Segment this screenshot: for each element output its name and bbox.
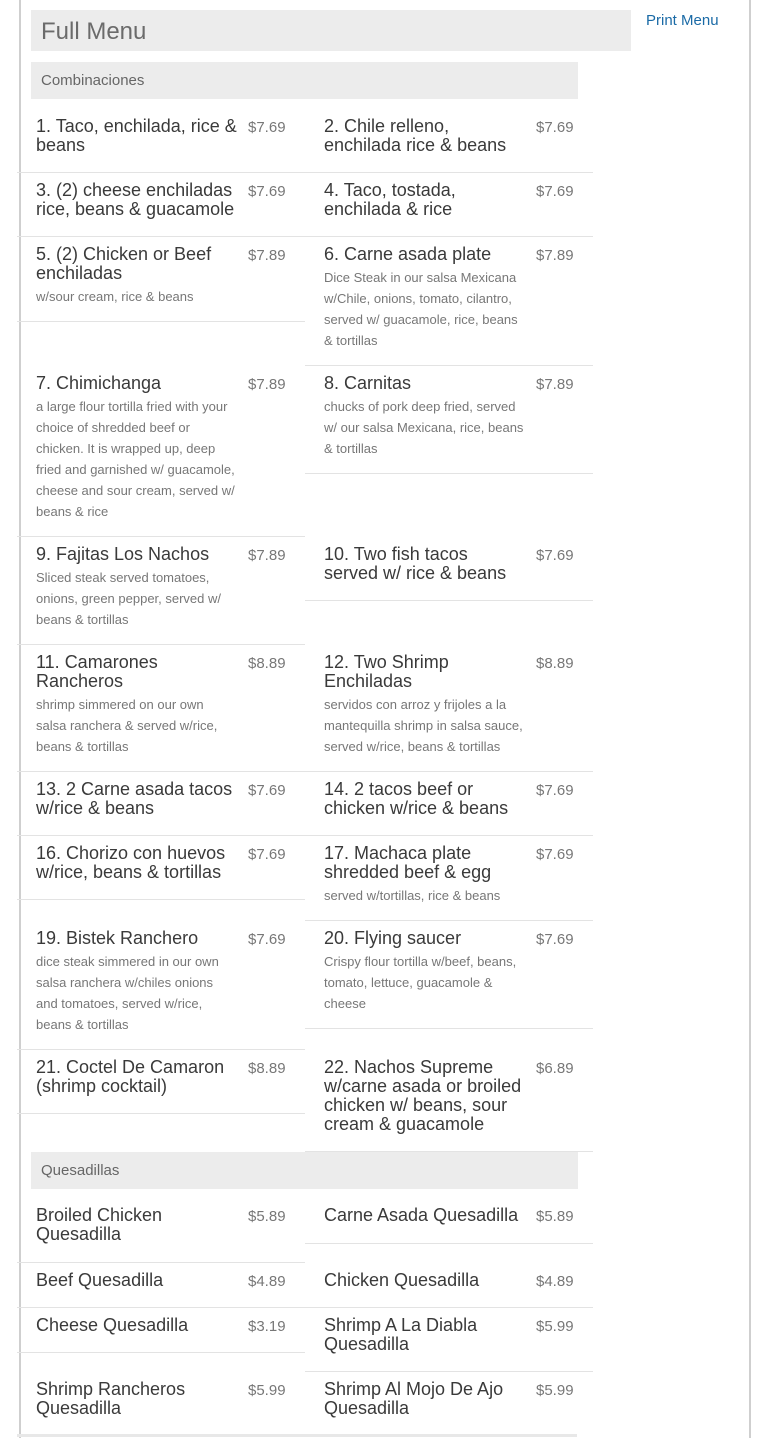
menu-item-price: $7.69 xyxy=(248,119,286,136)
category-header-quesadillas xyxy=(31,1152,578,1189)
menu-item-price: $7.89 xyxy=(248,247,286,264)
menu-item[interactable] xyxy=(17,1198,305,1263)
menu-item-name: 1. Taco, enchilada, rice & beans xyxy=(36,116,237,155)
menu-item-name: 17. Machaca plate shredded beef & egg xyxy=(324,843,492,882)
menu-item-name: Carne Asada Quesadilla xyxy=(324,1205,519,1225)
menu-item[interactable] xyxy=(17,1372,305,1434)
menu-item-description: servidos con arroz y frijoles a la mantequilla shrimp in salsa sauce, served w/rice, beans & tortillas xyxy=(324,697,523,754)
menu-item-name: Shrimp A La Diabla Quesadilla xyxy=(324,1315,478,1354)
menu-item-price: $7.89 xyxy=(536,247,574,264)
menu-item-name: 19. Bistek Ranchero xyxy=(36,928,199,948)
menu-item-price: $7.69 xyxy=(536,846,574,863)
menu-item-name: 21. Coctel De Camaron (shrimp cocktail) xyxy=(36,1057,225,1096)
menu-item-price: $5.89 xyxy=(536,1208,574,1225)
menu-item[interactable] xyxy=(305,1372,593,1434)
menu-item[interactable] xyxy=(17,109,305,173)
menu-item[interactable] xyxy=(17,237,305,322)
menu-item-description: chucks of pork deep fried, served w/ our salsa Mexicana, rice, beans & tortillas xyxy=(324,399,524,456)
print-menu-link[interactable]: Print Menu xyxy=(646,12,719,29)
menu-item[interactable] xyxy=(17,1308,305,1353)
menu-item[interactable] xyxy=(305,109,593,173)
menu-item-price: $7.89 xyxy=(536,376,574,393)
menu-item-name: Broiled Chicken Quesadilla xyxy=(36,1205,163,1244)
menu-item[interactable] xyxy=(305,1050,593,1152)
menu-item-name: Cheese Quesadilla xyxy=(36,1315,189,1335)
menu-item-name: 12. Two Shrimp Enchiladas xyxy=(324,652,449,691)
menu-item[interactable] xyxy=(17,1050,305,1114)
menu-item-price: $4.89 xyxy=(536,1273,574,1290)
menu-item-description: dice steak simmered in our own salsa ranchera w/chiles onions and tomatoes, served w/rice, beans & tortillas xyxy=(36,954,219,1032)
menu-item-name: 3. (2) cheese enchiladas rice, beans & guacamole xyxy=(36,180,235,219)
menu-item-price: $7.69 xyxy=(536,782,574,799)
page-title: Full Menu xyxy=(41,18,147,45)
menu-item-description: shrimp simmered on our own salsa ranchera & served w/rice, beans & tortillas xyxy=(36,697,218,754)
menu-item-price: $7.69 xyxy=(248,846,286,863)
menu-item-name: Chicken Quesadilla xyxy=(324,1270,480,1290)
menu-item-name: 2. Chile relleno, enchilada rice & beans xyxy=(324,116,507,155)
menu-item-price: $7.69 xyxy=(536,119,574,136)
menu-item-price: $5.89 xyxy=(248,1208,286,1225)
page-frame-right-border xyxy=(749,0,751,1438)
menu-item-name: 13. 2 Carne asada tacos w/rice & beans xyxy=(36,779,233,818)
menu-item[interactable] xyxy=(305,1263,593,1308)
menu-item-name: 16. Chorizo con huevos w/rice, beans & tortillas xyxy=(36,843,226,882)
menu-item[interactable] xyxy=(305,537,593,601)
menu-item-name: 8. Carnitas xyxy=(324,373,412,393)
menu-item-name: 4. Taco, tostada, enchilada & rice xyxy=(324,180,456,219)
menu-item-price: $7.69 xyxy=(248,782,286,799)
menu-item[interactable] xyxy=(305,836,593,921)
menu-item-name: 7. Chimichanga xyxy=(36,373,162,393)
menu-item[interactable] xyxy=(17,537,305,645)
menu-title-bar xyxy=(31,10,631,51)
category-header-combinaciones xyxy=(31,62,578,99)
menu-item[interactable] xyxy=(17,1263,305,1308)
menu-item[interactable] xyxy=(305,921,593,1029)
menu-item[interactable] xyxy=(17,645,305,772)
menu-item-price: $7.69 xyxy=(248,183,286,200)
menu-item-name: Shrimp Al Mojo De Ajo Quesadilla xyxy=(324,1379,504,1418)
category-label: Combinaciones xyxy=(41,72,145,89)
menu-item-price: $4.89 xyxy=(248,1273,286,1290)
menu-item-name: Beef Quesadilla xyxy=(36,1270,164,1290)
menu-item[interactable] xyxy=(305,173,593,237)
menu-item-name: Shrimp Rancheros Quesadilla xyxy=(36,1379,186,1418)
menu-item-price: $7.69 xyxy=(536,547,574,564)
menu-item-price: $3.19 xyxy=(248,1318,286,1335)
menu-item-price: $7.69 xyxy=(248,931,286,948)
menu-item-name: 22. Nachos Supreme w/carne asada or broiled chicken w/ beans, sour cream & guacamole xyxy=(324,1057,522,1134)
menu-item-price: $7.69 xyxy=(536,183,574,200)
menu-item-name: 20. Flying saucer xyxy=(324,928,462,948)
category-label: Quesadillas xyxy=(41,1162,120,1179)
menu-item-description: a large flour tortilla fried with your choice of shredded beef or chicken. It is wrapped up, deep fried and garnished w/ guacamole, cheese and sour cream, served w/ beans & rice xyxy=(36,399,235,519)
menu-item[interactable] xyxy=(305,1308,593,1372)
menu-item-price: $8.89 xyxy=(536,655,574,672)
menu-item-price: $5.99 xyxy=(248,1382,286,1399)
menu-item-description: served w/tortillas, rice & beans xyxy=(324,888,501,903)
menu-item-price: $7.89 xyxy=(248,376,286,393)
menu-item-price: $5.99 xyxy=(536,1318,574,1335)
menu-item-price: $7.69 xyxy=(536,931,574,948)
menu-item[interactable] xyxy=(17,366,305,537)
menu-item-name: 10. Two fish tacos served w/ rice & beans xyxy=(324,544,507,583)
menu-item[interactable] xyxy=(305,645,593,772)
menu-item[interactable] xyxy=(17,921,305,1050)
menu-item[interactable] xyxy=(17,173,305,237)
menu-item-name: 11. Camarones Rancheros xyxy=(36,652,158,691)
menu-item-name: 9. Fajitas Los Nachos xyxy=(36,544,210,564)
menu-item-name: 14. 2 tacos beef or chicken w/rice & beans xyxy=(324,779,509,818)
menu-item[interactable] xyxy=(305,237,593,366)
menu-item-name: 6. Carne asada plate xyxy=(324,244,492,264)
section-divider xyxy=(17,1434,577,1437)
menu-item-price: $5.99 xyxy=(536,1382,574,1399)
menu-item-price: $8.89 xyxy=(248,1060,286,1077)
menu-item[interactable] xyxy=(17,836,305,900)
menu-item[interactable] xyxy=(305,1198,593,1244)
menu-item[interactable] xyxy=(305,366,593,474)
menu-item-price: $8.89 xyxy=(248,655,286,672)
menu-item-price: $7.89 xyxy=(248,547,286,564)
menu-item[interactable] xyxy=(305,772,593,836)
menu-item-name: 5. (2) Chicken or Beef enchiladas xyxy=(36,244,212,283)
menu-item-description: Dice Steak in our salsa Mexicana w/Chile, onions, tomato, cilantro, served w/ guacamole, rice, beans & tortillas xyxy=(324,270,518,348)
menu-item-description: Crispy flour tortilla w/beef, beans, tomato, lettuce, guacamole & cheese xyxy=(324,954,517,1011)
menu-item-description: Sliced steak served tomatoes, onions, green pepper, served w/ beans & tortillas xyxy=(36,570,222,627)
menu-item-description: w/sour cream, rice & beans xyxy=(36,289,194,304)
menu-item-price: $6.89 xyxy=(536,1060,574,1077)
menu-item[interactable] xyxy=(17,772,305,836)
